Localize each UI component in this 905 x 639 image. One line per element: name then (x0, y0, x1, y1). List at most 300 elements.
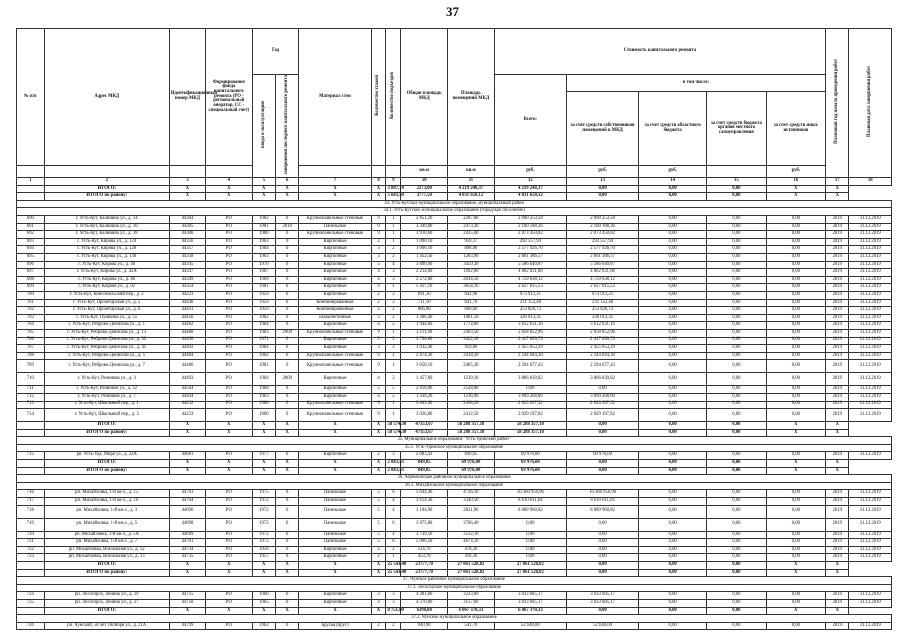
total-cell: 0,00 (707, 562, 766, 570)
address-cell: рп. Михайловка, Вокзальная ул., д. 13 (44, 554, 169, 562)
table-cell: 2009 (276, 373, 299, 386)
table-cell: 0,00 (766, 299, 826, 307)
table-row (17, 314, 892, 322)
table-cell: 44698 (169, 518, 205, 531)
table-cell: 0,00 (766, 345, 826, 353)
total-cell: 0,00 (566, 429, 638, 437)
table-cell: 3 033 685,17 (494, 599, 566, 607)
table-cell: 31.12.2019 (849, 291, 892, 299)
table-cell: 44347 (169, 269, 205, 277)
address-cell: рп. Усть-Уда, Мира ул., д. 22А (44, 452, 169, 460)
table-cell: 2 (371, 307, 386, 315)
total-cell: X (205, 185, 252, 193)
total-cell: 6 067 370,33 (448, 607, 495, 615)
table-cell: 3 739,10 (401, 531, 448, 539)
table-cell: 0,00 (707, 409, 766, 422)
table-cell: 2019 (826, 254, 849, 262)
address-cell: г. Усть-Кут, Кирова ул., д. 92 (44, 284, 169, 292)
table-cell: 44306 (169, 231, 205, 239)
unit-rub-3: руб. (639, 166, 707, 178)
table-cell: Крупнопанельные стеновые (299, 401, 371, 409)
table-cell: 0,00 (707, 490, 766, 498)
table-cell: 0,00 (766, 254, 826, 262)
table-cell: 1981 (252, 360, 275, 373)
table-cell: 31.12.2019 (849, 216, 892, 224)
table-cell: 0,00 (639, 337, 707, 345)
column-number: 3 (169, 178, 205, 186)
table-cell: 4 381,00 (401, 592, 448, 600)
table-cell: 69 976,00 (494, 452, 566, 460)
table-cell: 0,00 (766, 322, 826, 330)
table-cell: 31.12.2019 (849, 261, 892, 269)
table-cell: РО (205, 254, 252, 262)
table-row (17, 284, 892, 292)
total-cell: 58 288 357,18 (494, 422, 566, 430)
table-cell: 0,00 (707, 231, 766, 239)
table-cell: 2 627 015,53 (566, 284, 638, 292)
table-cell: 8 089 960,82 (494, 505, 566, 518)
table-cell: 4 (371, 393, 386, 401)
table-cell: 44232 (169, 401, 205, 409)
table-cell: 44758 (169, 599, 205, 607)
table-row (17, 518, 892, 531)
table-cell: 1 (386, 284, 401, 292)
table-cell: 0 (276, 393, 299, 401)
table-cell: 0,00 (566, 386, 638, 394)
table-cell: 0 (276, 386, 299, 394)
table-cell: 3 111,90 (401, 329, 448, 337)
total-cell: 69 976,00 (494, 460, 566, 468)
total-cell: X (276, 429, 299, 437)
table-cell: 0,00 (766, 490, 826, 498)
table-cell: 4 759 638,12 (566, 276, 638, 284)
address-cell: рп. Михайловка, 1-й кв-л., д. 5 (44, 518, 169, 531)
table-cell: 642,90 (448, 291, 495, 299)
total-cell: 849,05 (401, 467, 448, 475)
table-row (17, 307, 892, 315)
total-cell: X (169, 193, 205, 201)
table-cell: 2528,80 (448, 386, 495, 394)
table-row (17, 546, 892, 554)
total-label: ИТОГО по району: (44, 569, 169, 577)
table-cell: 718 (17, 505, 45, 518)
table-cell: 2473,30 (448, 223, 495, 231)
table-cell: 44755 (169, 592, 205, 600)
table-cell: 2418,30 (448, 352, 495, 360)
table-cell: 0,00 (707, 546, 766, 554)
table-cell: 690,60 (448, 307, 495, 315)
table-cell: 0,00 (639, 452, 707, 460)
table-row (17, 276, 892, 284)
table-cell: РО (205, 284, 252, 292)
total-cell: X (252, 607, 275, 615)
total-cell: 0,00 (639, 422, 707, 430)
table-cell: 292 557,94 (566, 238, 638, 246)
table-cell: 0,00 (639, 360, 707, 373)
table-cell: 691 (17, 223, 45, 231)
table-cell: 0,00 (707, 452, 766, 460)
table-cell: 0,00 (707, 329, 766, 337)
table-cell: 0,00 (707, 246, 766, 254)
table-cell: 0,00 (639, 409, 707, 422)
table-cell: 2 294 677,43 (494, 360, 566, 373)
total-cell: 27 061 528,82 (494, 562, 566, 570)
table-row (17, 352, 892, 360)
table-cell: 0,00 (766, 269, 826, 277)
table-cell: 1958 (252, 546, 275, 554)
address-cell: г. Усть-Кут, Калинина ул., д. 14 (44, 216, 169, 224)
total-cell: X (205, 607, 252, 615)
table-cell: 2 (371, 238, 386, 246)
total-cell: 4 219 248,37 (448, 185, 495, 193)
total-cell: X (252, 422, 275, 430)
table-cell: РО (205, 345, 252, 353)
table-cell: 4 (371, 599, 386, 607)
table-cell: 2 818,80 (401, 386, 448, 394)
table-cell: 0,00 (766, 539, 826, 547)
table-cell: 0,00 (766, 599, 826, 607)
table-cell: 0,00 (707, 360, 766, 373)
table-cell: 44486 (169, 360, 205, 373)
table-cell: 708 (17, 352, 45, 360)
table-cell: 44488 (169, 329, 205, 337)
table-cell: 2019 (826, 539, 849, 547)
table-cell: 0 (276, 622, 299, 630)
total-cell: X (826, 185, 849, 193)
table-cell: 0,00 (766, 592, 826, 600)
table-cell: Панельные (299, 531, 371, 539)
column-number: 8 (371, 178, 386, 186)
table-cell: 1982 (252, 352, 275, 360)
table-cell: 2 417 699,79 (566, 337, 638, 345)
table-cell: 2019 (826, 261, 849, 269)
table-cell: Панельные (299, 490, 371, 498)
table-cell: 712 (17, 393, 45, 401)
total-cell: 6 067 370,33 (494, 607, 566, 615)
table-cell: 31.12.2019 (849, 554, 892, 562)
table-cell: РО (205, 307, 252, 315)
table-cell: 0 (276, 505, 299, 518)
table-cell: 1 (386, 238, 401, 246)
table-cell: 2019 (826, 531, 849, 539)
table-cell: 3 (386, 337, 401, 345)
column-number: 9 (386, 178, 401, 186)
table-cell: 0,00 (639, 386, 707, 394)
table-cell: 0,00 (639, 307, 707, 315)
table-cell: 31.12.2019 (849, 498, 892, 506)
table-cell: РО (205, 246, 252, 254)
table-cell: 4736,10 (448, 490, 495, 498)
header-including: в том числе: (566, 75, 825, 92)
table-cell: 0,00 (766, 231, 826, 239)
table-cell: 31.12.2019 (849, 345, 892, 353)
table-cell: 2 083,43 (401, 452, 448, 460)
table-row (17, 599, 892, 607)
table-cell: 1236,90 (448, 393, 495, 401)
address-cell: рп. Михайловка, 1-й кв-л., д. 7 (44, 539, 169, 547)
table-cell: 3 899 208,80 (494, 393, 566, 401)
table-cell: 0,00 (707, 554, 766, 562)
section-title: 37. Чунское районное муниципальное образование (17, 577, 892, 585)
table-cell: Кирпичные (299, 546, 371, 554)
table-cell: 0,00 (639, 254, 707, 262)
table-cell: 253 820,73 (566, 307, 638, 315)
table-cell: 0,00 (707, 352, 766, 360)
table-cell: 699 (17, 284, 45, 292)
table-cell: 959,37 (448, 238, 495, 246)
total-cell: 3 887,70 (386, 185, 401, 193)
total-cell: X (371, 467, 386, 475)
total-cell: X (205, 193, 252, 201)
address-cell: рп. Михайловка, Вокзальная ул., д. 12 (44, 546, 169, 554)
total-cell: X (276, 422, 299, 430)
table-cell: 0 (276, 518, 299, 531)
table-cell: 3 612 631,16 (566, 322, 638, 330)
table-cell: 44345 (169, 261, 205, 269)
table-cell: 716 (17, 490, 45, 498)
table-cell: 31.12.2019 (849, 401, 892, 409)
table-cell: 2 661 386,57 (494, 254, 566, 262)
table-cell: 2435,60 (448, 231, 495, 239)
header-year-last-repair: завершения последнего капитального ремонта (276, 75, 299, 178)
table-cell: 720 (17, 531, 45, 539)
table-cell: Кирпичные (299, 238, 371, 246)
table-cell: 2034,50 (448, 276, 495, 284)
table-cell: 9 (371, 360, 386, 373)
header-address: Адрес МКД (44, 29, 169, 166)
table-cell: 44456 (169, 314, 205, 322)
unit-sqm-2: кв.м (448, 166, 495, 178)
column-number: 16 (766, 178, 826, 186)
total-cell: 69 976,00 (448, 467, 495, 475)
table-cell: 9 (371, 284, 386, 292)
table-cell: Панельные (299, 498, 371, 506)
capital-repair-register-table (16, 28, 892, 630)
table-cell: 2 (386, 393, 401, 401)
table-cell: 3 (386, 592, 401, 600)
address-cell: г. Усть-Кут, Реброво-Денисова ул., д. 1 (44, 322, 169, 330)
table-cell: 1962 (252, 622, 275, 630)
total-cell: 0,00 (639, 562, 707, 570)
column-number: 12 (494, 178, 566, 186)
table-cell: 3 (386, 599, 401, 607)
table-cell: 31.12.2019 (849, 622, 892, 630)
table-cell: 1 (386, 554, 401, 562)
table-cell: 0 (276, 360, 299, 373)
table-cell: 1981 (252, 284, 275, 292)
table-cell: 0,00 (766, 386, 826, 394)
table-cell: 31.12.2019 (849, 352, 892, 360)
table-cell: 3233,00 (448, 592, 495, 600)
table-cell: 0,00 (766, 352, 826, 360)
table-cell: 3 614,30 (401, 498, 448, 506)
table-cell: 3 866 039,82 (494, 373, 566, 386)
table-cell: 705 (17, 329, 45, 337)
table-cell: 0,00 (639, 518, 707, 531)
table-cell: 1973 (252, 539, 275, 547)
header-cost: Стоимость капитального ремонта (494, 29, 825, 75)
total-cell: X (169, 569, 205, 577)
total-cell: 58 574,30 (386, 422, 401, 430)
total-cell: 0,00 (707, 607, 766, 615)
table-cell: 2019 (826, 490, 849, 498)
table-cell: 3 033 685,17 (494, 592, 566, 600)
table-cell: 1 (386, 231, 401, 239)
table-cell: 0 (276, 452, 299, 460)
table-cell: 0,00 (639, 373, 707, 386)
table-cell: РО (205, 269, 252, 277)
table-cell: 1992,00 (448, 269, 495, 277)
table-cell: 2 577 926,70 (566, 246, 638, 254)
table-cell: 5 (371, 490, 386, 498)
table-cell: 0,00 (639, 299, 707, 307)
header-plan-end: Плановая дата завершения работ (849, 29, 892, 178)
section-header-row (17, 584, 892, 592)
table-cell: 2 073 450,82 (566, 231, 638, 239)
table-cell: 9 (371, 409, 386, 422)
table-cell: 3 026,80 (401, 409, 448, 422)
total-cell: X (276, 467, 299, 475)
section-header-row (17, 444, 892, 452)
table-cell: 5 (371, 518, 386, 531)
section-header-row (17, 577, 892, 585)
table-cell: 4 (371, 322, 386, 330)
header-regional-funds: за счет средств областного бюджета (639, 91, 707, 165)
table-cell: 31.12.2019 (849, 284, 892, 292)
table-cell: 2019 (826, 307, 849, 315)
table-cell: 0,00 (766, 622, 826, 630)
table-row (17, 592, 892, 600)
table-cell: 2 (371, 452, 386, 460)
table-cell: 44504 (169, 386, 205, 394)
table-cell: 849,05 (448, 452, 495, 460)
table-cell: 5 (371, 505, 386, 518)
table-cell: 0 (276, 546, 299, 554)
table-cell: Кирпичные (299, 276, 371, 284)
address-cell: г. Усть-Кут, Реброво-Денисова ул., д. 5 (44, 352, 169, 360)
table-cell: 44681 (169, 452, 205, 460)
table-cell: 1081,50 (448, 314, 495, 322)
table-cell: 706 (17, 337, 45, 345)
total-cell: 8 751,00 (386, 607, 401, 615)
table-cell: 1972 (252, 505, 275, 518)
table-row (17, 216, 892, 224)
total-cell: 0,00 (566, 569, 638, 577)
total-cell: X (252, 562, 275, 570)
total-cell: X (169, 429, 205, 437)
table-cell: 722 (17, 546, 45, 554)
table-cell: 0,00 (766, 505, 826, 518)
total-cell: 25 543,40 (386, 562, 401, 570)
table-cell: 0 (276, 490, 299, 498)
total-label: ИТОГО по району: (44, 193, 169, 201)
table-cell: 2019 (826, 314, 849, 322)
table-cell: Кирпичные (299, 246, 371, 254)
total-cell: X (826, 422, 849, 430)
table-cell: 2 023 997,52 (494, 401, 566, 409)
total-cell: 0,00 (566, 193, 638, 201)
table-cell: 696 (17, 261, 45, 269)
table-cell: 0,00 (766, 373, 826, 386)
table-cell: 0,00 (766, 409, 826, 422)
table-cell: 4 759 638,12 (494, 276, 566, 284)
table-cell: 726 (17, 622, 45, 630)
table-row (17, 498, 892, 506)
total-cell: X (205, 422, 252, 430)
table-cell: 9 (371, 329, 386, 337)
table-cell: 2493,50 (448, 329, 495, 337)
table-cell: 690 (17, 216, 45, 224)
table-cell: Кирпичные (299, 393, 371, 401)
total-cell: 0,00 (707, 467, 766, 475)
table-cell: 709 (17, 360, 45, 373)
table-cell: 697 (17, 269, 45, 277)
table-cell: 0,00 (639, 261, 707, 269)
table-cell: Кирпичные (299, 386, 371, 394)
address-cell: рп. Лесогорск, Ленина ул., д. 27 (44, 599, 169, 607)
table-cell: РО (205, 261, 252, 269)
table-cell: 940,90 (401, 622, 448, 630)
table-cell: 0,00 (639, 554, 707, 562)
table-cell: 4 (386, 531, 401, 539)
table-cell: 866,90 (401, 307, 448, 315)
table-cell: РО (205, 490, 252, 498)
table-cell: 0 (276, 554, 299, 562)
total-cell: 0,00 (707, 429, 766, 437)
table-cell: 0,00 (707, 276, 766, 284)
table-cell: 693 (17, 238, 45, 246)
table-cell: 3 975,80 (401, 518, 448, 531)
table-cell: 5 (371, 261, 386, 269)
total-cell: X (371, 422, 386, 430)
table-cell: 2 (371, 554, 386, 562)
header-id: Идентификационный номер МКД (169, 29, 205, 166)
table-cell: 2 661 386,57 (566, 254, 638, 262)
table-cell: 231 152,48 (566, 299, 638, 307)
table-cell: 1 066,10 (401, 246, 448, 254)
total-cell: X (276, 193, 299, 201)
table-cell: Кирпичные (299, 254, 371, 262)
table-cell: 0,00 (639, 401, 707, 409)
page-number: 37 (446, 4, 459, 19)
table-cell: 0 (276, 599, 299, 607)
table-cell: 9 (371, 216, 386, 224)
table-cell: 715 (17, 452, 45, 460)
table-cell: 2019 (826, 360, 849, 373)
table-cell: 9 (371, 401, 386, 409)
table-cell: 292 557,94 (494, 238, 566, 246)
table-cell: 0 (276, 322, 299, 330)
table-cell: 2 (386, 546, 401, 554)
table-cell: 0,00 (707, 401, 766, 409)
total-cell: 69 976,00 (494, 467, 566, 475)
table-cell: 2009 (276, 329, 299, 337)
table-cell: 1 438,20 (401, 393, 448, 401)
table-cell: РО (205, 291, 252, 299)
table-cell: 2412,50 (448, 409, 495, 422)
column-number: 2 (44, 178, 169, 186)
table-cell: 0,00 (766, 337, 826, 345)
total-label: ИТОГО по району: (44, 429, 169, 437)
table-cell: 0,00 (766, 360, 826, 373)
total-cell: 4 219 248,37 (494, 185, 566, 193)
table-cell: 52 640,00 (494, 622, 566, 630)
total-cell: X (826, 467, 849, 475)
table-cell: 0,00 (707, 269, 766, 277)
table-cell: 0,00 (766, 554, 826, 562)
table-cell: Крупнопанельные стеновые (299, 329, 371, 337)
table-cell: 0 (276, 246, 299, 254)
